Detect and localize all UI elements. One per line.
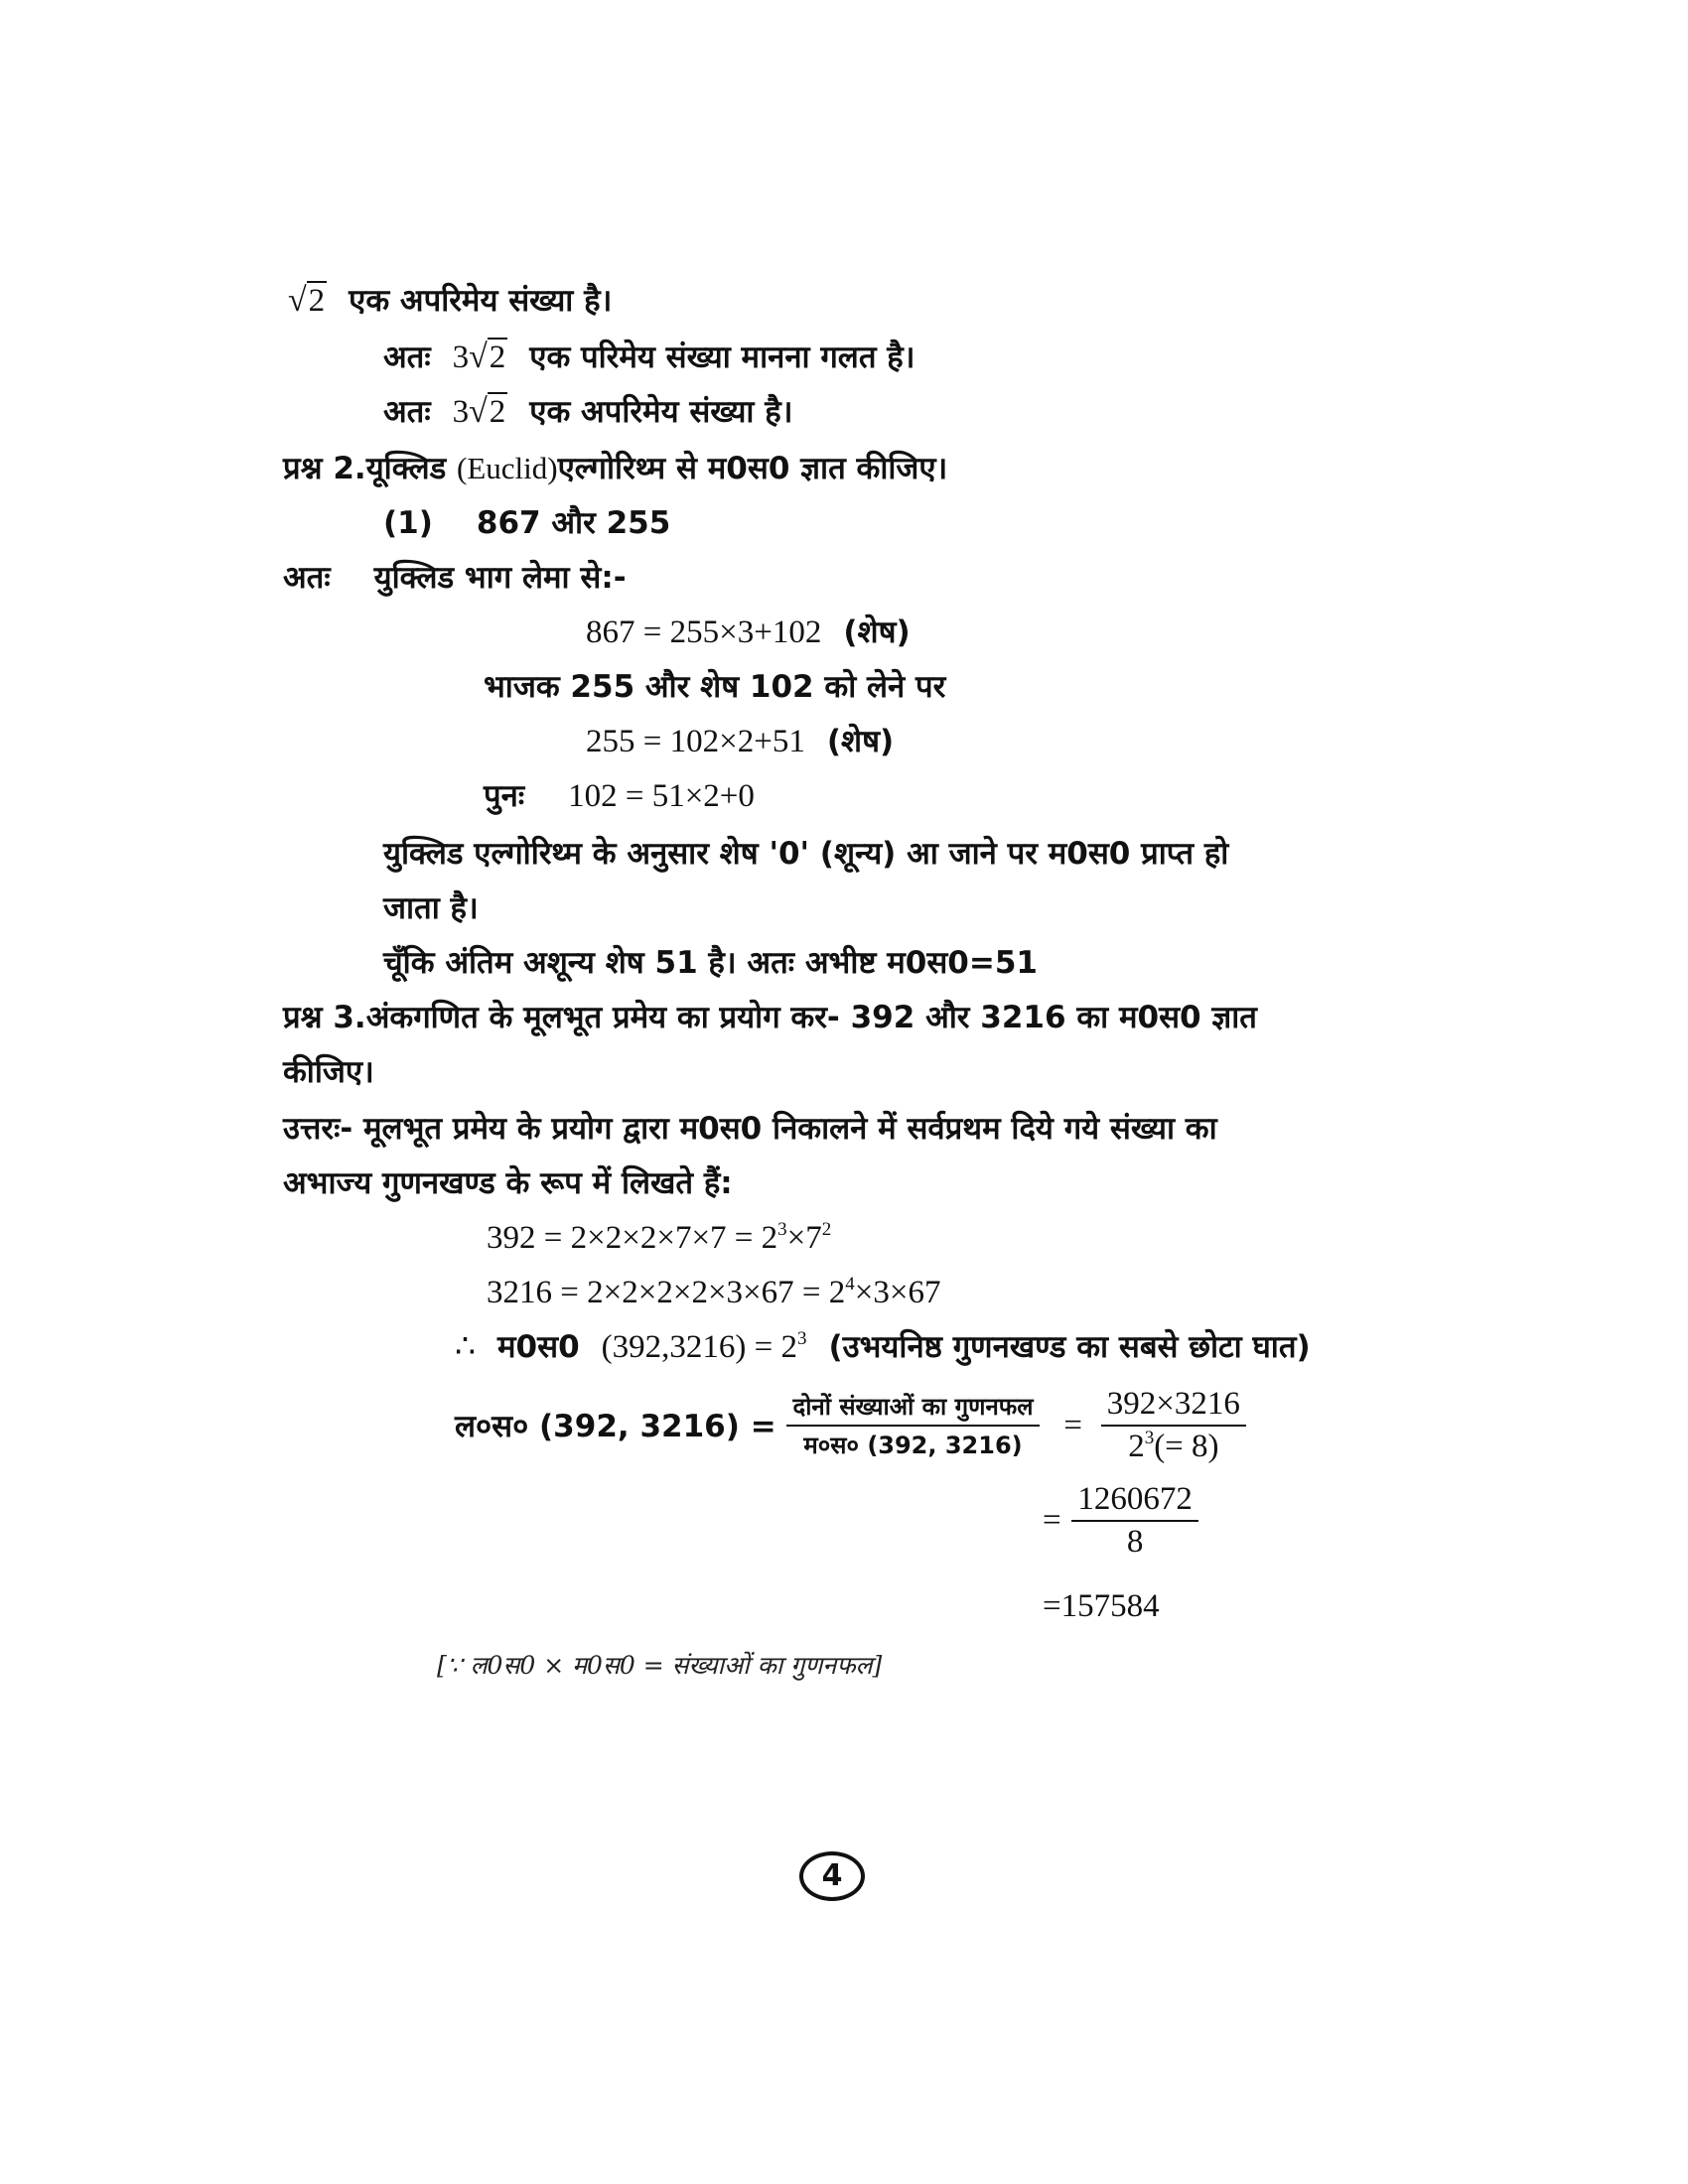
- answer-intro-cont: अभाज्य गुणनखण्ड के रूप में लिखते हैं:: [283, 1165, 733, 1201]
- line-euclid-lemma: अतः युक्लिड भाग लेमा से:-: [283, 560, 627, 596]
- product-fraction: $\frac{1260672}{8}$: [1071, 1481, 1198, 1561]
- line-hcf-result: चूँकि अंतिम अशून्य शेष 51 है। अतः अभीष्ट म0स0=51: [383, 945, 1038, 981]
- lcm-text-fraction: $\frac{\text{दोनों संख्याओं का गुणनफल}}{\text{म०स० (392, 3216)}}$: [786, 1390, 1039, 1461]
- page-number: 4: [799, 1851, 865, 1901]
- factorization-3216: $3216 = 2\times 2\times 2\times 2\times 3\times 67 = 2^4\times 3\times 67$: [487, 1274, 941, 1310]
- line-sqrt2-irrational: √2 एक अपरिमेय संख्या है।: [288, 282, 613, 319]
- answer-intro: उत्तरः- मूलभूत प्रमेय के प्रयोग द्वारा म0स0 निकालने में सर्वप्रथम दिये गये संख्या का: [283, 1111, 1217, 1147]
- sqrt-symbol: √2: [288, 282, 326, 319]
- line-algorithm-rule-cont: जाता है।: [383, 890, 479, 926]
- lcm-formula: ल०स० (392, 3216) = $\frac{\text{दोनों संख्याओं का गुणनफल}}{\text{म०स० (392, 3216)}}$ = $\frac{392\times 3216}{2^3(= 8)}$: [455, 1386, 1246, 1465]
- formula-note: [∵ ल0स0 × म0स0 = संख्याओं का गुणनफल]: [437, 1651, 883, 1680]
- line-rational-assumption-false: अतः 3√2 एक परिमेय संख्या मानना गलत है।: [383, 339, 915, 375]
- question-3-cont: कीजिए।: [283, 1054, 374, 1090]
- question-2: प्रश्न 2.यूक्लिड (Euclid)एल्गोरिथ्म से म0स0 ज्ञात कीजिए।: [283, 451, 948, 486]
- equation-step-2: 255 = 102×2+51 (शेष): [586, 724, 895, 759]
- subpart-1: (1) 867 और 255: [383, 505, 671, 541]
- question-3: प्रश्न 3.अंकगणित के मूलभूत प्रमेय का प्रयोग कर- 392 और 3216 का म0स0 ज्ञात: [283, 1000, 1257, 1035]
- sqrt-symbol: √2: [469, 393, 506, 430]
- line-3sqrt2-irrational: अतः 3√2 एक अपरिमेय संख्या है।: [383, 393, 793, 430]
- line-divisor-remainder: भाजक 255 और शेष 102 को लेने पर: [484, 669, 946, 705]
- factorization-392: $392 = 2\times 2\times 2\times 7\times 7 = 2^3\times 7^2$: [487, 1219, 832, 1256]
- lcm-number-fraction: $\frac{392\times 3216}{2^3(= 8)}$: [1101, 1386, 1246, 1465]
- lcm-product-fraction: = $\frac{1260672}{8}$: [1043, 1481, 1198, 1561]
- equation-step-3: पुनः 102 = 51×2+0: [484, 778, 755, 814]
- line-algorithm-rule: युक्लिड एल्गोरिथ्म के अनुसार शेष '0' (शून्य) आ जाने पर म0स0 प्राप्त हो: [383, 836, 1229, 872]
- hcf-statement: ∴ म0स0 $(392,3216) = 2^3$ (उभयनिष्ठ गुणनखण्ड का सबसे छोटा घात): [455, 1328, 1311, 1365]
- sqrt-symbol: √2: [469, 339, 506, 375]
- lcm-result: =157584: [1043, 1588, 1160, 1624]
- equation-step-1: 867 = 255×3+102 (शेष): [586, 614, 911, 650]
